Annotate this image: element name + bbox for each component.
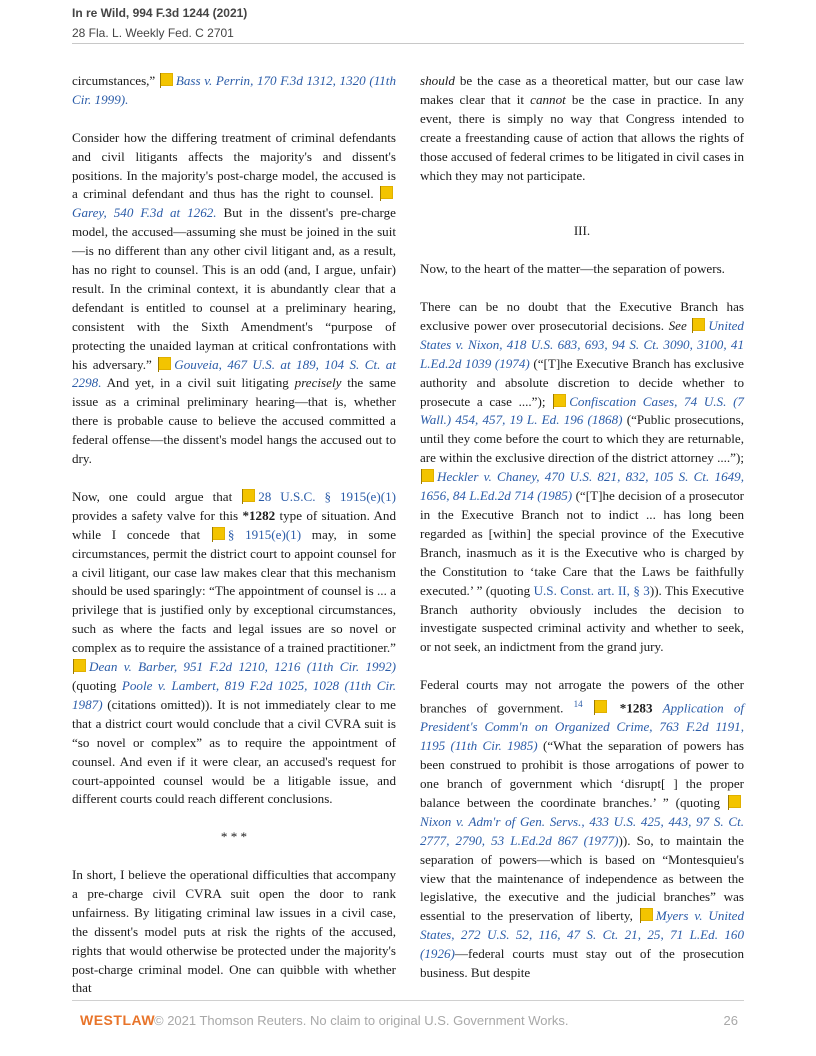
flag-icon[interactable] bbox=[73, 659, 86, 672]
star-page: *1283 bbox=[619, 700, 653, 716]
flag-icon[interactable] bbox=[380, 186, 393, 199]
citation-link[interactable]: Bass v. Perrin, 170 F.3d 1312, 1320 (11th Cir. 1999). bbox=[72, 73, 396, 107]
case-title: In re Wild, 994 F.3d 1244 (2021) bbox=[72, 6, 248, 20]
paragraph: should be the case as a theoretical matter, but our case law makes clear that it cannot be the case in practice. In any event, there is simply no way that Congress intended to create a freestanding cause of action that allows the rights of those accused of federal crimes to be litigated in civil cases in which they may not participate. bbox=[420, 73, 744, 183]
statute-link[interactable]: § 1915(e)(1) bbox=[227, 526, 302, 542]
flag-icon[interactable] bbox=[728, 795, 741, 808]
paragraph: Now, one could argue that 28 U.S.C. § 1915(e)(1) provides a safety valve for this *1282 type of situation. And while I concede that § 1915(e)(1) may, in some circumstances, permit the district court to appoint counsel for a civil litigant, our case law makes clear that this mechanism should be used sparingly: “The appointment of counsel is ... a privilege that is justified only by exceptional circumstances, such as where the facts and legal issues are so novel or complex as to require the assistance of a trained practitioner.” Dean v. Barber, 951 F.2d 1210, 1216 (11th Cir. 1992) (quoting Poole v. Lambert, 819 F.2d 1025, 1028 (11th Cir. 1987) (citations omitted)). It is not immediately clear to me that a district court would conclude that a civil CVRA suit is “so novel or complex” as to require the appointment of counsel. And even if it were clear, an accused's request for court-appointed counsel would be a litigable issue, and different courts could reach different conclusions. bbox=[72, 488, 397, 807]
flag-icon[interactable] bbox=[242, 489, 255, 502]
constitution-link[interactable]: U.S. Const. art. II, § 3 bbox=[533, 582, 650, 598]
paragraph: Consider how the differing treatment of criminal defendants and civil litigants affects the majority's and dissent's positions. In the majority's post-charge model, the accused is a criminal defendant and thus has the right to counsel. Garey, 540 F.3d at 1262. But in the dissent's pre-charge model, the accused—assuming she must be joined in the suit—is no different than any other civil litigant and, as a result, has no right to counsel. This is an odd (and, I argue, unfair) result. In the criminal context, it is abundantly clear that a defendant is entitled to counsel at a preliminary hearing, consistent with the Sixth Amendment's “purpose of protecting the unaided layman at critical confrontations with his adversary.” Gouveia, 467 U.S. at 189, 104 S. Ct. at 2298. And yet, in a civil suit litigating precisely the same issue as a criminal preliminary hearing—that is, whether there is probable cause to believe the accused committed a federal offense—the dissent's model hangs the accused out to dry. bbox=[72, 129, 396, 467]
citation-link[interactable]: Dean v. Barber, 951 F.2d 1210, 1216 (11th Cir. 1992) bbox=[89, 659, 396, 675]
section-heading: III. bbox=[573, 223, 591, 239]
citation-link[interactable]: Poole v. Lambert, 819 F.2d 1025, 1028 (11th Cir. 1987) bbox=[72, 677, 396, 712]
paragraph: In short, I believe the operational difficulties that accompany a pre-charge civil CVRA suit open the door to rank unfairness. By litigating criminal law issues in a civil case, the dissent's model puts at risk the rights of the accused, rights that would otherwise be protected under the majority's post-charge criminal model. One can quibble with whether that bbox=[72, 867, 396, 996]
flag-icon[interactable] bbox=[158, 357, 171, 370]
copyright-notice: © 2021 Thomson Reuters. No claim to original U.S. Government Works. bbox=[154, 1013, 569, 1028]
flag-icon[interactable] bbox=[553, 394, 566, 407]
citation-link[interactable]: Application of President's Comm'n on Organized Crime, 763 F.2d 1191, 1195 (11th Cir. 1985) bbox=[420, 700, 745, 754]
flag-icon[interactable] bbox=[160, 73, 173, 86]
flag-icon[interactable] bbox=[692, 318, 705, 331]
flag-icon[interactable] bbox=[594, 700, 607, 713]
right-column bbox=[420, 72, 744, 983]
westlaw-logo: WESTLAW bbox=[80, 1012, 156, 1028]
citation-link[interactable]: Gouveia, 467 U.S. at 189, 104 S. Ct. at 2298. bbox=[72, 356, 396, 391]
header-divider bbox=[72, 43, 744, 44]
paragraph: Now, to the heart of the matter—the separation of powers. bbox=[420, 261, 725, 277]
flag-icon[interactable] bbox=[640, 908, 653, 921]
paragraph: Federal courts may not arrogate the powers of the other branches of government. $^{14}$ *1283 Application of President's Comm'n on Organized Crime, 763 F.2d 1191, 1195 (11th Cir. 1985) (“What the separation of powers has been construed to prohibit is those arrogations of power to one branch of government which ‘disrupt[ ] the proper balance between the coordinate branches.’ ” (quoting Nixon v. Adm'r of Gen. Servs., 433 U.S. 425, 443, 97 S. Ct. 2777, 2790, 53 L.Ed.2d 867 (1977))). So, to maintain the separation of powers—which is based on “Montesquieu's view that the maintenance of independence as between the legislative, the executive and the judicial branches” was essential to the preservation of liberty, Myers v. United States, 272 U.S. 52, 116, 47 S. Ct. 21, 25, 71 L.Ed. 160 (1926)—federal courts must stay out of the prosecution business. But despite bbox=[420, 677, 745, 981]
page-number: 26 bbox=[723, 1013, 738, 1028]
citation-link[interactable]: Heckler v. Chaney, 470 U.S. 821, 832, 105 S. Ct. 1649, 1656, 84 L.Ed.2d 714 (1985) bbox=[420, 469, 744, 504]
page-footer bbox=[72, 1000, 744, 1028]
flag-icon[interactable] bbox=[212, 527, 225, 540]
statute-link[interactable]: 28 U.S.C. § 1915(e)(1) bbox=[258, 488, 396, 504]
paragraph: circumstances,” Bass v. Perrin, 170 F.3d 1312, 1320 (11th Cir. 1999). bbox=[72, 73, 396, 107]
reporter-citation: 28 Fla. L. Weekly Fed. C 2701 bbox=[72, 26, 234, 40]
citation-link[interactable]: United States v. Nixon, 418 U.S. 683, 693, 94 S. Ct. 3090, 3100, 41 L.Ed.2d 1039 (1974) bbox=[420, 317, 744, 371]
citation-link[interactable]: Garey, 540 F.3d at 1262. bbox=[72, 205, 217, 221]
star-page: *1282 bbox=[242, 507, 276, 523]
left-column bbox=[72, 72, 396, 998]
footnote-marker[interactable]: 14 bbox=[573, 699, 583, 710]
section-separator: * * * bbox=[220, 829, 248, 845]
citation-link[interactable]: Confiscation Cases, 74 U.S. (7 Wall.) 454, 457, 19 L. Ed. 196 (1868) bbox=[420, 393, 744, 428]
flag-icon[interactable] bbox=[421, 469, 434, 482]
citation-link[interactable]: Nixon v. Adm'r of Gen. Servs., 433 U.S. 425, 443, 97 S. Ct. 2777, 2790, 53 L.Ed.2d 867 (1977) bbox=[420, 813, 744, 848]
citation-link[interactable]: Myers v. United States, 272 U.S. 52, 116, 47 S. Ct. 21, 25, 71 L.Ed. 160 (1926) bbox=[420, 908, 745, 962]
paragraph: There can be no doubt that the Executive Branch has exclusive power over prosecutorial decisions. See United States v. Nixon, 418 U.S. 683, 693, 94 S. Ct. 3090, 3100, 41 L.Ed.2d 1039 (1974) (“[T]he Executive Branch has exclusive authority and absolute discretion to decide whether to prosecute a case ....”); Confiscation Cases, 74 U.S. (7 Wall.) 454, 457, 19 L. Ed. 196 (1868) (“Public prosecutions, until they come before the court to which they are returnable, are within the exclusive direction of the district attorney ....”); Heckler v. Chaney, 470 U.S. 821, 832, 105 S. Ct. 1649, 1656, 84 L.Ed.2d 714 (1985) (“[T]he decision of a prosecutor in the Executive Branch not to indict ... has long been regarded as [within] the special province of the Executive Branch, inasmuch as it is the Executive who is charged by the Constitution to ‘take Care that the Laws be faithfully executed.’ ” (quoting U.S. Const. art. II, § 3)). This Executive Branch authority obviously includes the decision to investigate suspected criminal activity and whether to seek, or not seek, an indictment from the grand jury. bbox=[420, 299, 745, 655]
